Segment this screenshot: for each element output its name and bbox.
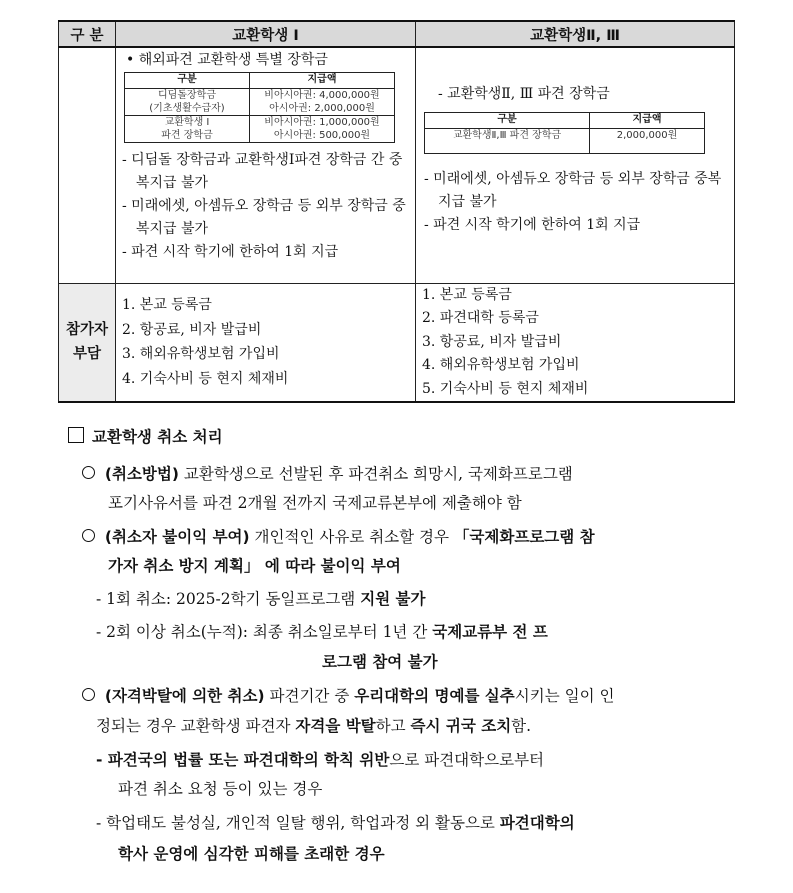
exchange-1-cost-list [116,293,415,391]
list-item: 2. 파견대학 등록금 [422,310,539,326]
exchange-2-3-notes [424,168,726,237]
circle-bullet-icon [82,529,95,542]
list-item: - 디딤돌 장학금과 교환학생Ⅰ파견 장학금 간 중복지급 불가 [122,152,403,191]
special-scholarship-title: • 해외파견 교환학생 특별 장학금 [126,52,328,68]
list-item: 2. 항공료, 비자 발급비 [122,321,262,338]
circle-bullet-icon [82,688,95,701]
list-item: 1. 본교 등록금 [422,286,512,303]
table-row [425,129,705,154]
inner-header-amount: 지급액 [590,113,705,129]
participant-cost-label: 참가자 부담 [59,283,116,402]
exchange-1-label-2: 파견 장학금 [161,130,213,141]
exchange-2-3-title: - 교환학생Ⅱ, Ⅲ 파견 장학금 [438,86,610,102]
scholarship-table [58,20,735,403]
list-item: 3. 해외유학생보험 가입비 [122,346,280,363]
cancel-penalty-line2: 가자 취소 방지 계획」 에 따라 불이익 부여 [108,557,401,575]
list-item: 4. 해외유학생보험 가입비 [422,357,580,373]
scholarship-row [59,47,735,283]
list-item: - 파견 시작 학기에 한하여 1회 지급 [424,217,641,233]
exchange-1-amount-1: 비아시아권: 1,000,000원 [264,117,380,128]
header-category: 구 분 [59,21,116,47]
penalty-multi-cancel-line1: - 2회 이상 취소(누적): 최종 취소일로부터 1년 간 국제교류부 전 프 [96,623,548,641]
inner-header-category: 구분 [125,73,250,89]
cancel-penalty-line1: (취소자 불이익 부여) 개인적인 사유로 취소할 경우 「국제화프로그램 참 [82,525,595,547]
list-item: - 파견 시작 학기에 한하여 1회 지급 [122,244,339,260]
exchange-2-3-cost-list [416,284,734,402]
list-item: 3. 항공료, 비자 발급비 [422,333,562,350]
cancel-method-line1: (취소방법) 교환학생으로 선발된 후 파견취소 희망시, 국제화프로그램 [82,462,573,484]
violation-line2: 파견 취소 요청 등이 있는 경우 [118,780,323,798]
penalty-multi-cancel-line2: 로그램 참여 불가 [322,653,438,671]
scholarship-label-cell [59,47,116,283]
didimdol-label-2: (기초생활수급자) [149,103,225,114]
exchange-2-3-cost-cell [416,283,735,402]
didimdol-amount-1: 비아시아권: 4,000,000원 [264,90,380,101]
table-row [125,89,395,116]
section-heading: 교환학생 취소 처리 [68,425,223,447]
misconduct-line2: 학사 운영에 심각한 피해를 초래한 경우 [118,845,385,863]
exchange-1-label-1: 교환학생 Ⅰ [164,117,210,128]
list-item: 4. 기숙사비 등 현지 체재비 [122,370,289,387]
table-row [125,116,395,143]
penalty-one-cancel: - 1회 취소: 2025-2학기 동일프로그램 지원 불가 [96,590,426,608]
list-item: - 미래에셋, 아셈듀오 장학금 등 외부 장학금 중복지급 불가 [424,171,722,210]
disqualification-line2: 정되는 경우 교환학생 파견자 자격을 박탈하고 즉시 귀국 조치함. [96,717,532,735]
participant-cost-row [59,283,735,402]
exchange-2-3-amount: 2,000,000원 [590,129,705,154]
header-exchange-2-3: 교환학생Ⅱ, Ⅲ [416,21,735,47]
circle-bullet-icon [82,466,95,479]
violation-line1: - 파견국의 법률 또는 파견대학의 학칙 위반으로 파견대학으로부터 [96,751,545,769]
exchange-1-notes [122,149,407,264]
exchange-2-3-scholarship-cell [416,47,735,283]
inner-header-amount: 지급액 [250,73,395,89]
misconduct-line1: - 학업태도 불성실, 개인적 일탈 행위, 학업과정 외 활동으로 파견대학의 [96,814,575,832]
didimdol-amount-2: 아시아권: 2,000,000원 [269,103,375,114]
exchange-2-3-category: 교환학생Ⅱ,Ⅲ 파견 장학금 [425,129,590,154]
exchange-1-scholarship-cell [116,47,416,283]
exchange-2-3-amount-table [424,112,705,154]
list-item: 1. 본교 등록금 [122,297,212,314]
list-item: 5. 기숙사비 등 현지 체재비 [422,380,589,397]
cancel-method-line2: 포기사유서를 파견 2개월 전까지 국제교류본부에 제출해야 함 [108,494,522,512]
exchange-1-amount-2: 아시아권: 500,000원 [273,130,371,141]
inner-header-category: 구분 [425,113,590,129]
exchange-1-cost-cell [116,283,416,402]
table-header-row [59,21,735,47]
header-exchange-1: 교환학생 Ⅰ [116,21,416,47]
didimdol-label-1: 디딤돌장학금 [158,90,216,101]
disqualification-line1: (자격박탈에 의한 취소) 파견기간 중 우리대학의 명예를 실추시키는 일이 인 [82,684,614,706]
list-item: - 미래에셋, 아셈듀오 장학금 등 외부 장학금 중복지급 불가 [122,198,406,237]
exchange-1-amount-table [124,72,395,143]
checkbox-square-icon [68,427,84,443]
